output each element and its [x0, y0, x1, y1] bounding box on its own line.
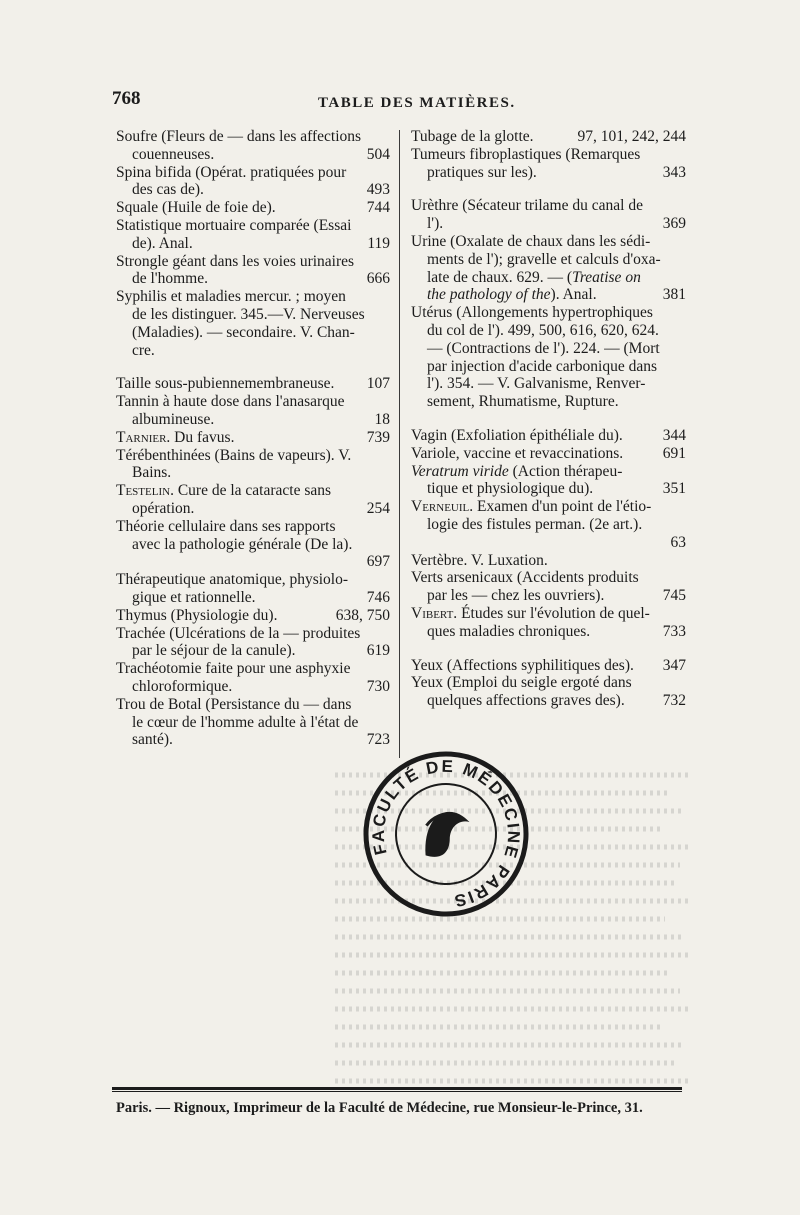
index-entry: Utérus (Allongements hypertrophiques du col de l'). 499, 500, 616, 620, 624. — (Contractions de l'). 224. — (Mort par injection d'acide carbonique dans l'). 354. — V. Galvanisme, Renver- sement, Rhumatisme, Rupture. — [411, 304, 660, 411]
index-entry: Térébenthinées (Bains de vapeurs). V. Bains. — [116, 446, 352, 482]
footer-rule — [112, 1087, 682, 1090]
running-title: TABLE DES MATIÈRES. — [318, 95, 516, 111]
index-entry: Veratrum viride (Action thérapeu- tique et physiologique du). 351 — [411, 462, 686, 498]
index-entry: Syphilis et maladies mercur. ; moyen de les distinguer. 345.—V. Nerveuses (Maladies). — secondaire. V. Chan- cre. — [116, 288, 365, 359]
index-entry: Tumeurs fibroplastiques (Remarques pratiques sur les). 343 — [411, 145, 686, 181]
index-entry: Vertèbre. V. Luxation. — [411, 551, 548, 569]
index-entry: Variole, vaccine et revaccinations. 691 — [411, 444, 686, 462]
index-entry: Urine (Oxalate de chaux dans les sédi- ments de l'); gravelle et calculs d'oxa- late de chaux. 629. — (Treatise on the pathology of the). Anal. 381 — [411, 232, 686, 304]
index-entry: Verneuil. Examen d'un point de l'étio- logie des fistules perman. (2e art.). 63 — [411, 498, 686, 551]
library-stamp — [360, 748, 532, 920]
index-column-right — [411, 128, 686, 710]
index-entry: Vagin (Exfoliation épithéliale du). 344 — [411, 426, 686, 444]
column-divider — [399, 130, 400, 758]
footer-rule — [112, 1091, 682, 1092]
index-entry: Trou de Botal (Persistance du — dans le cœur de l'homme adulte à l'état de santé). 723 — [116, 695, 390, 749]
index-entry: Tannin à haute dose dans l'anasarque albumineuse. 18 — [116, 393, 390, 428]
index-entry: Thymus (Physiologie du). 638, 750 — [116, 606, 390, 624]
index-entry: Soufre (Fleurs de — dans les affections couenneuses. 504 — [116, 128, 390, 163]
index-entry: Verts arsenicaux (Accidents produits par les — chez les ouvriers). 745 — [411, 569, 686, 605]
index-entry: Vibert. Études sur l'évolution de quel- ques maladies chroniques. 733 — [411, 604, 686, 640]
page-number: 768 — [112, 88, 141, 109]
index-entry: Trachéotomie faite pour une asphyxie chloroformique. 730 — [116, 660, 390, 695]
index-entry: Spina bifida (Opérat. pratiquées pour des cas de). 493 — [116, 163, 390, 199]
index-entry: Taille sous-pubiennemembraneuse. 107 — [116, 375, 390, 393]
index-entry: Squale (Huile de foie de). 744 — [116, 199, 390, 217]
index-entry: Testelin. Cure de la cataracte sans opération. 254 — [116, 482, 390, 517]
index-entry: Yeux (Affections syphilitiques des). 347 — [411, 656, 686, 674]
index-entry: Statistique mortuaire comparée (Essai de). Anal. 119 — [116, 216, 390, 252]
printer-imprint: Paris. — Rignoux, Imprimeur de la Faculté de Médecine, rue Monsieur-le-Prince, 31. — [116, 1100, 643, 1116]
index-entry: Strongle géant dans les voies urinaires de l'homme. 666 — [116, 252, 390, 288]
index-entry: Tarnier. Du favus. 739 — [116, 428, 390, 446]
index-entry: Théorie cellulaire dans ses rapports avec la pathologie générale (De la). 697 — [116, 517, 390, 571]
index-entry: Thérapeutique anatomique, physiolo- gique et rationnelle. 746 — [116, 571, 390, 606]
index-entry: Yeux (Emploi du seigle ergoté dans quelques affections graves des). 732 — [411, 674, 686, 710]
svg-text:FACULTÉ DE MÉDECINE PARIS: FACULTÉ DE MÉDECINE PARIS — [368, 756, 524, 911]
index-column-left — [116, 128, 390, 749]
index-entry: Trachée (Ulcérations de la — produites par le séjour de la canule). 619 — [116, 624, 390, 660]
index-entry: Urèthre (Sécateur trilame du canal de l'). 369 — [411, 197, 686, 233]
index-entry: Tubage de la glotte. 97, 101, 242, 244 — [411, 128, 686, 145]
